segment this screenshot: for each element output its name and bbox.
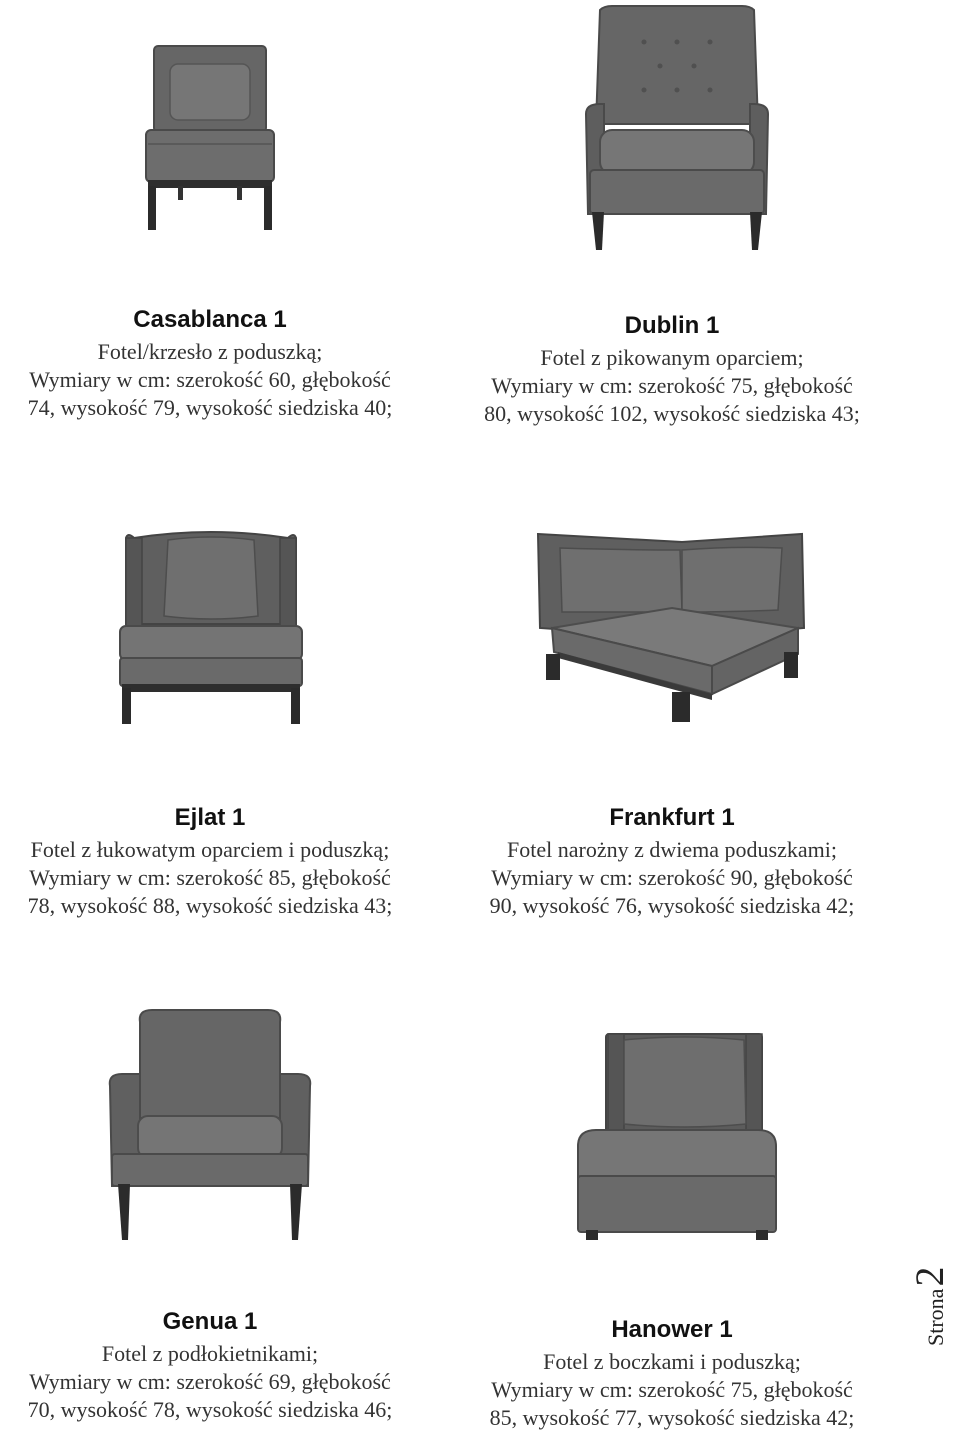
product-caption-hanower: [462, 1316, 882, 1432]
product-dimensions-line: Wymiary w cm: szerokość 75, głębokość: [491, 373, 853, 398]
chair-image-hanower: [574, 1030, 780, 1242]
product-dimensions-line: Wymiary w cm: szerokość 60, głębokość: [29, 367, 391, 392]
product-caption-frankfurt: [462, 804, 882, 920]
product-subtitle: Fotel z boczkami i poduszką;: [543, 1349, 801, 1374]
product-caption-ejlat: [0, 804, 420, 920]
product-dimensions-line: 74, wysokość 79, wysokość siedziska 40;: [27, 395, 393, 420]
product-subtitle: Fotel z podłokietnikami;: [101, 1341, 319, 1366]
page-number: 2: [907, 1266, 952, 1287]
chair-image-genua: [104, 1008, 316, 1244]
chair-image-casablanca: [140, 40, 280, 235]
product-caption-dublin: [462, 312, 882, 428]
product-dimensions-line: Wymiary w cm: szerokość 90, głębokość: [491, 865, 853, 890]
product-dimensions-line: 85, wysokość 77, wysokość siedziska 42;: [489, 1405, 855, 1430]
product-dimensions-line: 78, wysokość 88, wysokość siedziska 43;: [27, 893, 393, 918]
product-dimensions-line: 80, wysokość 102, wysokość siedziska 43;: [484, 401, 860, 426]
product-title: Hanower 1: [611, 1316, 733, 1343]
product-subtitle: Fotel narożny z dwiema poduszkami;: [507, 837, 837, 862]
page-number-marker: [906, 1256, 956, 1346]
product-dimensions-line: 70, wysokość 78, wysokość siedziska 46;: [27, 1397, 393, 1422]
product-title: Genua 1: [162, 1308, 258, 1335]
product-subtitle: Fotel z łukowatym oparciem i poduszką;: [30, 837, 390, 862]
product-dimensions-line: 90, wysokość 76, wysokość siedziska 42;: [489, 893, 855, 918]
chair-image-ejlat: [112, 528, 310, 726]
product-dimensions-line: Wymiary w cm: szerokość 85, głębokość: [29, 865, 391, 890]
product-caption-casablanca: [0, 306, 420, 422]
chair-image-dublin: [582, 4, 772, 254]
product-subtitle: Fotel z pikowanym oparciem;: [540, 345, 804, 370]
product-dimensions-line: Wymiary w cm: szerokość 75, głębokość: [491, 1377, 853, 1402]
product-title: Ejlat 1: [174, 804, 246, 831]
chair-image-frankfurt: [532, 528, 812, 728]
product-title: Dublin 1: [624, 312, 720, 339]
product-subtitle: Fotel/krzesło z poduszką;: [97, 339, 323, 364]
product-caption-genua: [0, 1308, 420, 1424]
product-title: Casablanca 1: [133, 306, 287, 333]
product-dimensions-line: Wymiary w cm: szerokość 69, głębokość: [29, 1369, 391, 1394]
page-label: Strona: [923, 1288, 948, 1346]
product-title: Frankfurt 1: [609, 804, 735, 831]
